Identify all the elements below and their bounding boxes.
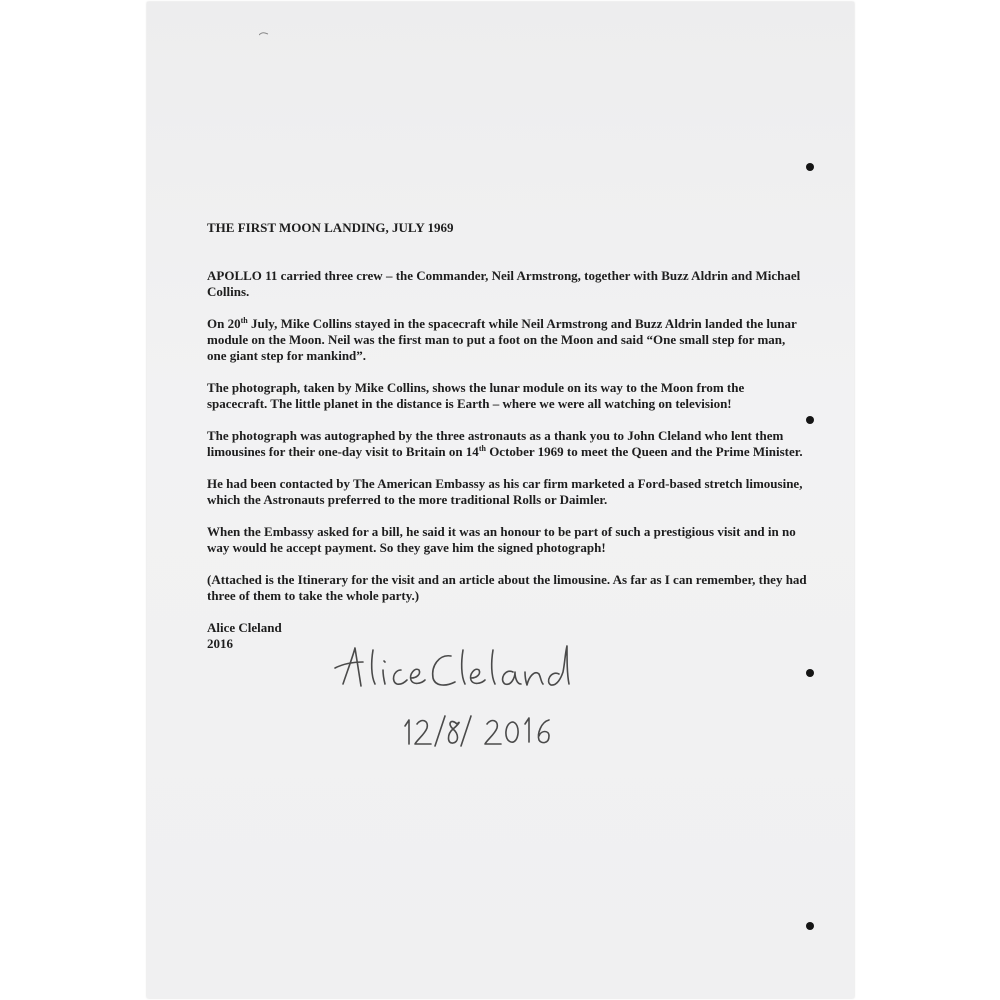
- paragraph-text: July, Mike Collins stayed in the spacecraft while Neil Armstrong and Buzz Aldrin landed the lunar module on the Moon. Neil was the first man to put a foot on the Moon and said “One small step for man, one giant step for mankind”.: [207, 316, 797, 363]
- ordinal-suffix: th: [240, 316, 248, 325]
- punch-hole: [806, 922, 814, 930]
- letter-body: [207, 220, 807, 652]
- punch-hole: [806, 163, 814, 171]
- paragraph-embassy: He had been contacted by The American Embassy as his car firm marketed a Ford-based stretch limousine, which the Astronauts preferred to the more traditional Rolls or Daimler.: [207, 476, 803, 507]
- author-year: 2016: [207, 636, 233, 651]
- paragraph-text: On 20: [207, 316, 241, 331]
- paragraph-landing: [207, 316, 807, 364]
- paper-mark: [259, 32, 269, 36]
- author-name: Alice Cleland: [207, 620, 282, 635]
- handwritten-signature: [327, 634, 627, 754]
- paragraph-text: The photograph was autographed by the three astronauts as a thank you to John Cleland who lent them limousines for their one-day visit to Britain on 14: [207, 428, 784, 459]
- paragraph-autograph: [207, 428, 807, 460]
- paragraph-text: October 1969 to meet the Queen and the Prime Minister.: [485, 444, 803, 459]
- paragraph-crew: APOLLO 11 carried three crew – the Commander, Neil Armstrong, together with Buzz Aldrin and Michael Collins.: [207, 268, 801, 299]
- punch-hole: [806, 416, 814, 424]
- punch-hole: [806, 669, 814, 677]
- letter-page: [147, 2, 854, 998]
- paragraph-payment: When the Embassy asked for a bill, he said it was an honour to be part of such a prestigious visit and in no way would he accept payment. So they gave him the signed photograph!: [207, 524, 796, 555]
- letter-title: THE FIRST MOON LANDING, JULY 1969: [207, 220, 454, 235]
- paragraph-attachment: (Attached is the Itinerary for the visit and an article about the limousine. As far as I can remember, they had three of them to take the whole party.): [207, 572, 807, 603]
- ordinal-suffix: th: [478, 444, 486, 453]
- paragraph-photograph: The photograph, taken by Mike Collins, shows the lunar module on its way to the Moon from the spacecraft. The little planet in the distance is Earth – where we were all watching on television!: [207, 380, 745, 411]
